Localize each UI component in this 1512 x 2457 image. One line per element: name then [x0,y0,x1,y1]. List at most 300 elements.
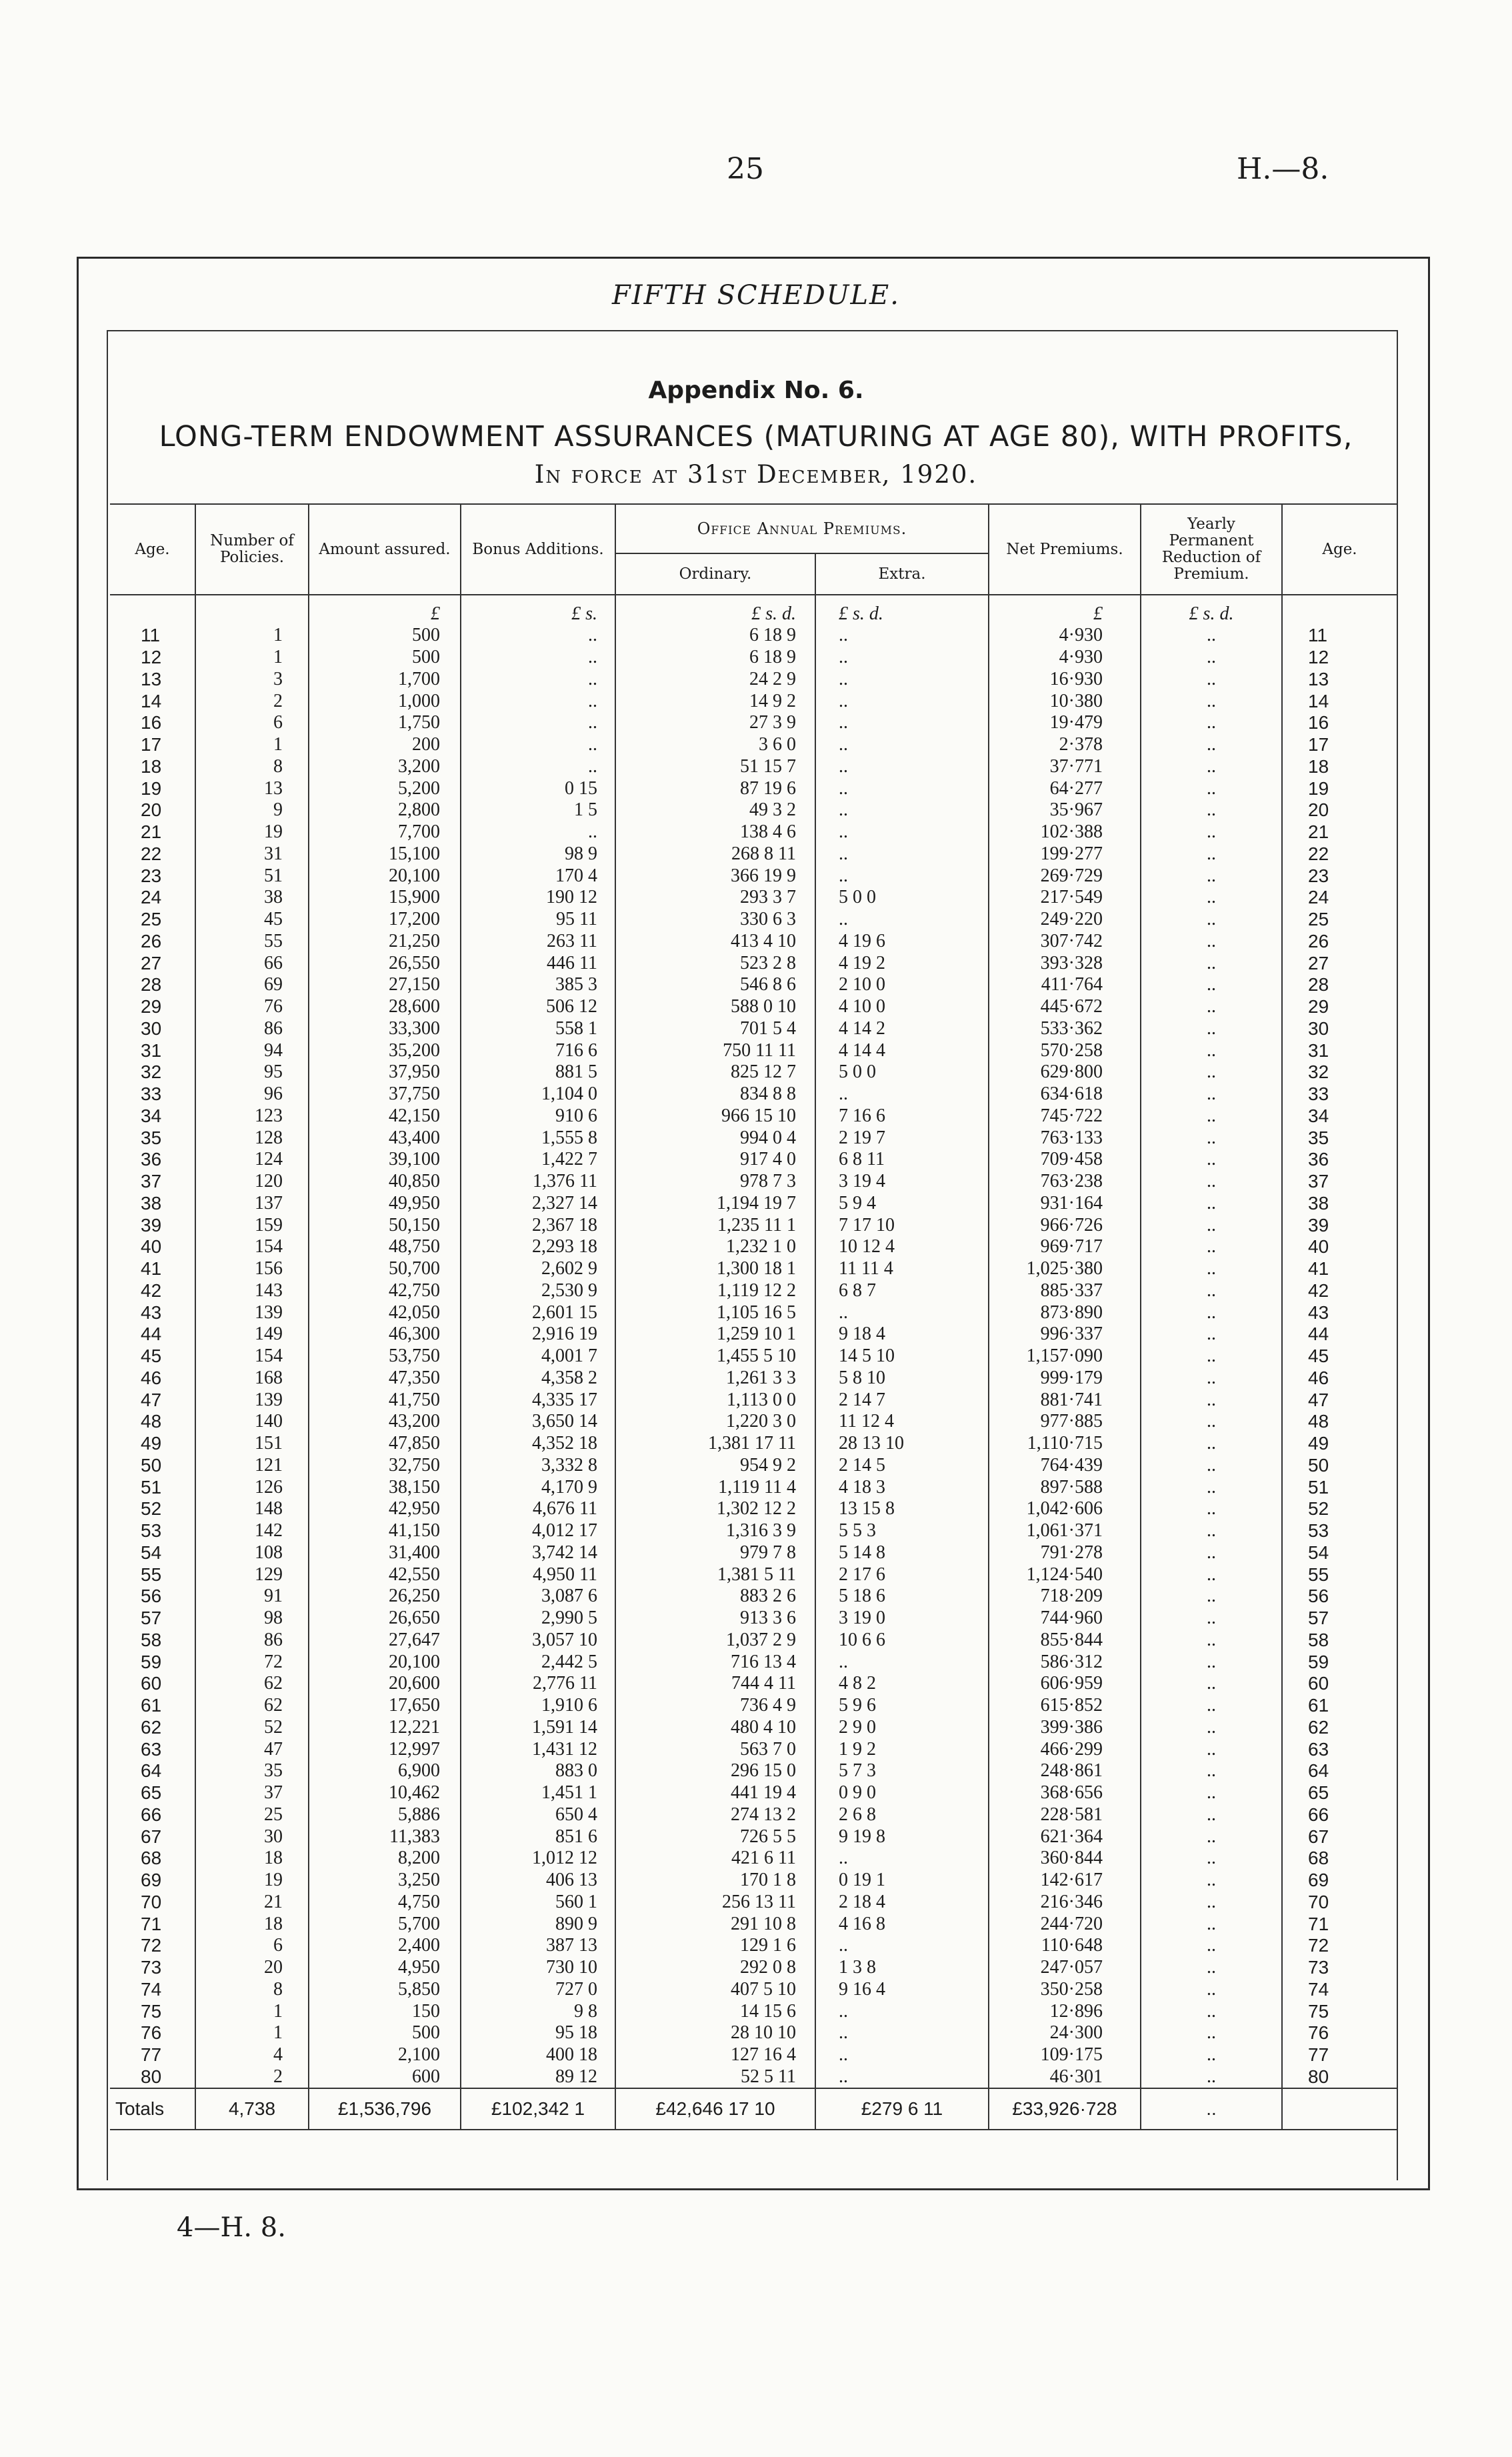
cell-age: 34 [110,1105,195,1127]
cell-extra: .. [815,2022,989,2044]
cell-age: 19 [110,777,195,799]
cell-extra: 2 6 8 [815,1804,989,1826]
table-title: LONG-TERM ENDOWMENT ASSURANCES (MATURING AT AGE 80), WITH PROFITS, [159,420,1353,453]
table-row [110,1214,1397,1236]
cell-age-right: 37 [1308,1171,1329,1192]
cell-age: 20 [110,799,195,821]
cell-bonus: 883 0 [461,1760,615,1782]
table-row [110,647,1397,669]
cell-age: 45 [110,1346,195,1368]
table-row [110,1651,1397,1673]
cell-reduction: .. [1141,1804,1282,1826]
cell-net: 570·258 [989,1039,1141,1061]
cell-age: 74 [110,1979,195,2001]
totals-reduction: .. [1141,2088,1282,2130]
table-row [110,1105,1397,1127]
cell-ordinary: 1,302 12 2 [615,1498,815,1520]
cell-ordinary: 1,105 16 5 [615,1302,815,1324]
cell-amount: 43,200 [309,1411,461,1433]
cell-bonus: 2,602 9 [461,1258,615,1280]
cell-reduction: .. [1141,821,1282,843]
cell-age-right: 71 [1308,1913,1329,1934]
cell-extra: .. [815,647,989,669]
cell-bonus: 2,327 14 [461,1193,615,1215]
cell-age: 43 [110,1302,195,1324]
cell-net: 966·726 [989,1214,1141,1236]
table-row [110,2022,1397,2044]
cell-net: 1,157·090 [989,1346,1141,1368]
cell-age: 17 [110,734,195,756]
table-row [110,1346,1397,1368]
cell-extra: 4 19 6 [815,931,989,953]
cell-reduction: .. [1141,2044,1282,2066]
cell-age-right: 69 [1308,1870,1329,1891]
cell-ordinary: 979 7 8 [615,1542,815,1564]
cell-reduction: .. [1141,1280,1282,1302]
cell-age: 65 [110,1782,195,1804]
table-row [110,1498,1397,1520]
cell-bonus: .. [461,669,615,691]
cell-ordinary: 1,261 3 3 [615,1368,815,1390]
cell-age: 14 [110,690,195,712]
cell-reduction: .. [1141,1542,1282,1564]
cell-extra: 4 14 4 [815,1039,989,1061]
cell-extra: 4 8 2 [815,1673,989,1695]
cell-ordinary: 51 15 7 [615,756,815,778]
cell-reduction: .. [1141,1892,1282,1914]
cell-policies: 19 [195,1870,309,1892]
table-row [110,1717,1397,1739]
cell-extra: .. [815,2066,989,2089]
cell-policies: 6 [195,1935,309,1957]
cell-net: 368·656 [989,1782,1141,1804]
cell-extra: 3 19 0 [815,1608,989,1630]
cell-net: 199·277 [989,843,1141,865]
table-row [110,1826,1397,1848]
cell-bonus: 89 12 [461,2066,615,2089]
cell-ordinary: 127 16 4 [615,2044,815,2066]
cell-extra: 1 3 8 [815,1957,989,1979]
col-header-policies: Number of Policies. [195,504,309,595]
cell-amount: 600 [309,2066,461,2089]
cell-age: 41 [110,1258,195,1280]
cell-extra: .. [815,669,989,691]
cell-ordinary: 87 19 6 [615,777,815,799]
cell-ordinary: 883 2 6 [615,1586,815,1608]
cell-reduction: .. [1141,1455,1282,1477]
cell-bonus: .. [461,647,615,669]
cell-age-right: 43 [1308,1302,1329,1323]
table-row [110,1935,1397,1957]
cell-extra: .. [815,821,989,843]
totals-bonus: £102,342 1 [461,2088,615,2130]
cell-amount: 4,750 [309,1892,461,1914]
cell-age-right: 11 [1308,625,1328,646]
totals-label: Totals [110,2088,195,2130]
cell-age-right: 26 [1308,930,1329,951]
cell-bonus: .. [461,734,615,756]
cell-amount: 37,750 [309,1083,461,1105]
cell-amount: 7,700 [309,821,461,843]
cell-reduction: .. [1141,1520,1282,1542]
cell-age: 36 [110,1149,195,1171]
cell-extra: .. [815,2000,989,2022]
cell-net: 629·800 [989,1061,1141,1083]
cell-age-right: 74 [1308,1978,1329,2000]
table-row [110,1630,1397,1652]
endowment-table [110,503,1397,2130]
cell-age: 47 [110,1389,195,1411]
cell-net: 109·175 [989,2044,1141,2066]
cell-net: 4·930 [989,625,1141,647]
cell-net: 46·301 [989,2066,1141,2089]
schedule-title: FIFTH SCHEDULE. [612,280,900,311]
cell-amount: 20,100 [309,865,461,887]
table-row [110,1804,1397,1826]
cell-age: 40 [110,1236,195,1258]
cell-age: 62 [110,1717,195,1739]
cell-policies: 66 [195,952,309,974]
table-row [110,1083,1397,1105]
cell-age: 13 [110,669,195,691]
cell-extra: .. [815,1651,989,1673]
cell-reduction: .. [1141,2022,1282,2044]
table-row [110,1018,1397,1040]
totals-extra: £279 6 11 [815,2088,989,2130]
cell-amount: 50,150 [309,1214,461,1236]
cell-net: 1,061·371 [989,1520,1141,1542]
table-row [110,1520,1397,1542]
table-row [110,1455,1397,1477]
cell-age: 63 [110,1738,195,1760]
cell-ordinary: 1,220 3 0 [615,1411,815,1433]
cell-ordinary: 407 5 10 [615,1979,815,2001]
cell-age-right: 14 [1308,690,1329,711]
cell-policies: 168 [195,1368,309,1390]
cell-age-right: 33 [1308,1083,1329,1105]
cell-bonus: .. [461,712,615,734]
cell-ordinary: 292 0 8 [615,1957,815,1979]
cell-net: 16·930 [989,669,1141,691]
cell-net: 718·209 [989,1586,1141,1608]
table-row [110,821,1397,843]
cell-extra: 6 8 7 [815,1280,989,1302]
cell-age: 50 [110,1455,195,1477]
table-row [110,1673,1397,1695]
cell-bonus: 2,916 19 [461,1324,615,1346]
cell-ordinary: 978 7 3 [615,1171,815,1193]
cell-extra: .. [815,843,989,865]
table-row [110,1913,1397,1935]
cell-ordinary: 1,300 18 1 [615,1258,815,1280]
cell-age: 16 [110,712,195,734]
cell-extra: 1 9 2 [815,1738,989,1760]
cell-amount: 27,150 [309,974,461,996]
cell-age-right: 24 [1308,887,1329,908]
cell-net: 35·967 [989,799,1141,821]
cell-ordinary: 24 2 9 [615,669,815,691]
cell-extra: .. [815,1935,989,1957]
table-row [110,669,1397,691]
cell-net: 269·729 [989,865,1141,887]
inner-frame-left [107,330,108,2180]
cell-bonus: 4,358 2 [461,1368,615,1390]
cell-bonus: .. [461,821,615,843]
cell-age-right: 50 [1308,1454,1329,1476]
cell-extra: 4 14 2 [815,1018,989,1040]
cell-policies: 9 [195,799,309,821]
cell-age: 25 [110,909,195,931]
cell-amount: 33,300 [309,1018,461,1040]
cell-age-right: 52 [1308,1498,1329,1520]
cell-reduction: .. [1141,777,1282,799]
cell-amount: 5,886 [309,1804,461,1826]
unit-policies [195,595,309,625]
cell-policies: 69 [195,974,309,996]
cell-net: 977·885 [989,1411,1141,1433]
cell-policies: 143 [195,1280,309,1302]
cell-amount: 27,647 [309,1630,461,1652]
cell-ordinary: 14 15 6 [615,2000,815,2022]
cell-age: 54 [110,1542,195,1564]
cell-net: 24·300 [989,2022,1141,2044]
cell-reduction: .. [1141,1673,1282,1695]
col-header-office-premiums: Office Annual Premiums. [615,504,989,553]
cell-extra: 2 9 0 [815,1717,989,1739]
cell-extra: .. [815,712,989,734]
cell-extra: 5 9 4 [815,1193,989,1215]
cell-age-right: 44 [1308,1324,1329,1345]
cell-amount: 26,250 [309,1586,461,1608]
table-row [110,1564,1397,1586]
cell-reduction: .. [1141,1127,1282,1149]
cell-net: 606·959 [989,1673,1141,1695]
cell-policies: 13 [195,777,309,799]
cell-reduction: .. [1141,1651,1282,1673]
cell-policies: 159 [195,1214,309,1236]
cell-policies: 148 [195,1498,309,1520]
cell-extra: 4 18 3 [815,1476,989,1498]
cell-extra: .. [815,777,989,799]
table-row [110,1542,1397,1564]
col-header-age-right: Age. [1282,504,1397,595]
cell-net: 102·388 [989,821,1141,843]
cell-policies: 21 [195,1892,309,1914]
unit-extra: £ s. d. [815,595,989,625]
cell-net: 791·278 [989,1542,1141,1564]
cell-ordinary: 1,381 5 11 [615,1564,815,1586]
cell-ordinary: 726 5 5 [615,1826,815,1848]
cell-policies: 55 [195,931,309,953]
cell-age-right: 31 [1308,1039,1329,1061]
cell-age-right: 49 [1308,1433,1329,1454]
cell-policies: 19 [195,821,309,843]
cell-net: 615·852 [989,1695,1141,1717]
cell-ordinary: 1,381 17 11 [615,1433,815,1455]
appendix-heading: Appendix No. 6. [648,377,864,404]
cell-age-right: 20 [1308,799,1329,821]
cell-reduction: .. [1141,1039,1282,1061]
table-row [110,1280,1397,1302]
cell-age: 52 [110,1498,195,1520]
totals-amount: £1,536,796 [309,2088,461,2130]
cell-amount: 53,750 [309,1346,461,1368]
cell-extra: 4 10 0 [815,996,989,1018]
cell-policies: 18 [195,1848,309,1870]
cell-age: 80 [110,2066,195,2089]
cell-net: 12·896 [989,2000,1141,2022]
cell-age-right: 62 [1308,1716,1329,1738]
cell-age-right: 65 [1308,1782,1329,1804]
cell-policies: 140 [195,1411,309,1433]
cell-policies: 121 [195,1455,309,1477]
cell-bonus: 190 12 [461,887,615,909]
cell-age-right: 48 [1308,1411,1329,1432]
cell-reduction: .. [1141,1630,1282,1652]
cell-bonus: 4,001 7 [461,1346,615,1368]
totals-age-right [1282,2088,1397,2130]
col-header-net: Net Premiums. [989,504,1141,595]
cell-extra: 3 19 4 [815,1171,989,1193]
cell-age-right: 73 [1308,1957,1329,1978]
cell-net: 4·930 [989,647,1141,669]
cell-policies: 94 [195,1039,309,1061]
cell-bonus: 1,376 11 [461,1171,615,1193]
cell-bonus: 2,442 5 [461,1651,615,1673]
cell-policies: 154 [195,1236,309,1258]
cell-amount: 21,250 [309,931,461,953]
cell-policies: 1 [195,625,309,647]
cell-reduction: .. [1141,1411,1282,1433]
unit-age [110,595,195,625]
cell-bonus: 1 5 [461,799,615,821]
cell-reduction: .. [1141,1870,1282,1892]
cell-policies: 2 [195,690,309,712]
cell-age-right: 12 [1308,647,1329,668]
cell-policies: 2 [195,2066,309,2089]
cell-age-right: 28 [1308,974,1329,995]
cell-reduction: .. [1141,1760,1282,1782]
cell-ordinary: 138 4 6 [615,821,815,843]
cell-age-right: 80 [1308,2066,1329,2087]
cell-policies: 139 [195,1302,309,1324]
cell-extra: 5 18 6 [815,1586,989,1608]
cell-extra: 5 7 3 [815,1760,989,1782]
table-row [110,1127,1397,1149]
cell-amount: 15,100 [309,843,461,865]
cell-reduction: .. [1141,1608,1282,1630]
cell-policies: 120 [195,1171,309,1193]
cell-bonus: 95 11 [461,909,615,931]
cell-ordinary: 1,455 5 10 [615,1346,815,1368]
table-row [110,2000,1397,2022]
cell-reduction: .. [1141,1389,1282,1411]
cell-ordinary: 913 3 6 [615,1608,815,1630]
cell-policies: 76 [195,996,309,1018]
totals-row [110,2088,1397,2130]
cell-age: 35 [110,1127,195,1149]
cell-bonus: 387 13 [461,1935,615,1957]
cell-reduction: .. [1141,1193,1282,1215]
cell-age: 33 [110,1083,195,1105]
cell-age-right: 75 [1308,2000,1329,2022]
cell-reduction: .. [1141,712,1282,734]
cell-net: 533·362 [989,1018,1141,1040]
cell-net: 216·346 [989,1892,1141,1914]
cell-policies: 3 [195,669,309,691]
cell-ordinary: 129 1 6 [615,1935,815,1957]
cell-ordinary: 441 19 4 [615,1782,815,1804]
cell-extra: 0 19 1 [815,1870,989,1892]
cell-bonus: 910 6 [461,1105,615,1127]
cell-net: 64·277 [989,777,1141,799]
cell-reduction: .. [1141,1171,1282,1193]
cell-bonus: 3,057 10 [461,1630,615,1652]
cell-bonus: 9 8 [461,2000,615,2022]
cell-amount: 39,100 [309,1149,461,1171]
cell-reduction: .. [1141,1957,1282,1979]
cell-ordinary: 6 18 9 [615,647,815,669]
cell-policies: 154 [195,1346,309,1368]
cell-age: 55 [110,1564,195,1586]
cell-amount: 6,900 [309,1760,461,1782]
cell-policies: 1 [195,2000,309,2022]
cell-amount: 15,900 [309,887,461,909]
cell-age-right: 59 [1308,1651,1329,1672]
cell-bonus: 4,012 17 [461,1520,615,1542]
cell-age: 75 [110,2000,195,2022]
table-row [110,1193,1397,1215]
cell-age-right: 53 [1308,1520,1329,1542]
cell-policies: 151 [195,1433,309,1455]
cell-ordinary: 716 13 4 [615,1651,815,1673]
cell-net: 969·717 [989,1236,1141,1258]
cell-age-right: 41 [1308,1258,1329,1280]
cell-reduction: .. [1141,1979,1282,2001]
cell-age: 32 [110,1061,195,1083]
cell-net: 897·588 [989,1476,1141,1498]
cell-age-right: 45 [1308,1346,1329,1367]
table-row [110,1171,1397,1193]
cell-age: 53 [110,1520,195,1542]
cell-bonus: 95 18 [461,2022,615,2044]
cell-net: 931·164 [989,1193,1141,1215]
table-row [110,1149,1397,1171]
cell-ordinary: 256 13 11 [615,1892,815,1914]
cell-bonus: 1,451 1 [461,1782,615,1804]
cell-reduction: .. [1141,1695,1282,1717]
cell-extra: 2 19 7 [815,1127,989,1149]
table-row [110,799,1397,821]
table-row [110,2066,1397,2089]
table-row [110,1476,1397,1498]
cell-reduction: .. [1141,1782,1282,1804]
cell-policies: 1 [195,734,309,756]
cell-ordinary: 1,316 3 9 [615,1520,815,1542]
cell-net: 307·742 [989,931,1141,953]
cell-extra: 2 17 6 [815,1564,989,1586]
cell-ordinary: 28 10 10 [615,2022,815,2044]
cell-ordinary: 834 8 8 [615,1083,815,1105]
unit-amount: £ [309,595,461,625]
cell-net: 110·648 [989,1935,1141,1957]
cell-net: 411·764 [989,974,1141,996]
cell-ordinary: 966 15 10 [615,1105,815,1127]
cell-ordinary: 52 5 11 [615,2066,815,2089]
cell-net: 445·672 [989,996,1141,1018]
cell-policies: 149 [195,1324,309,1346]
cell-ordinary: 523 2 8 [615,952,815,974]
